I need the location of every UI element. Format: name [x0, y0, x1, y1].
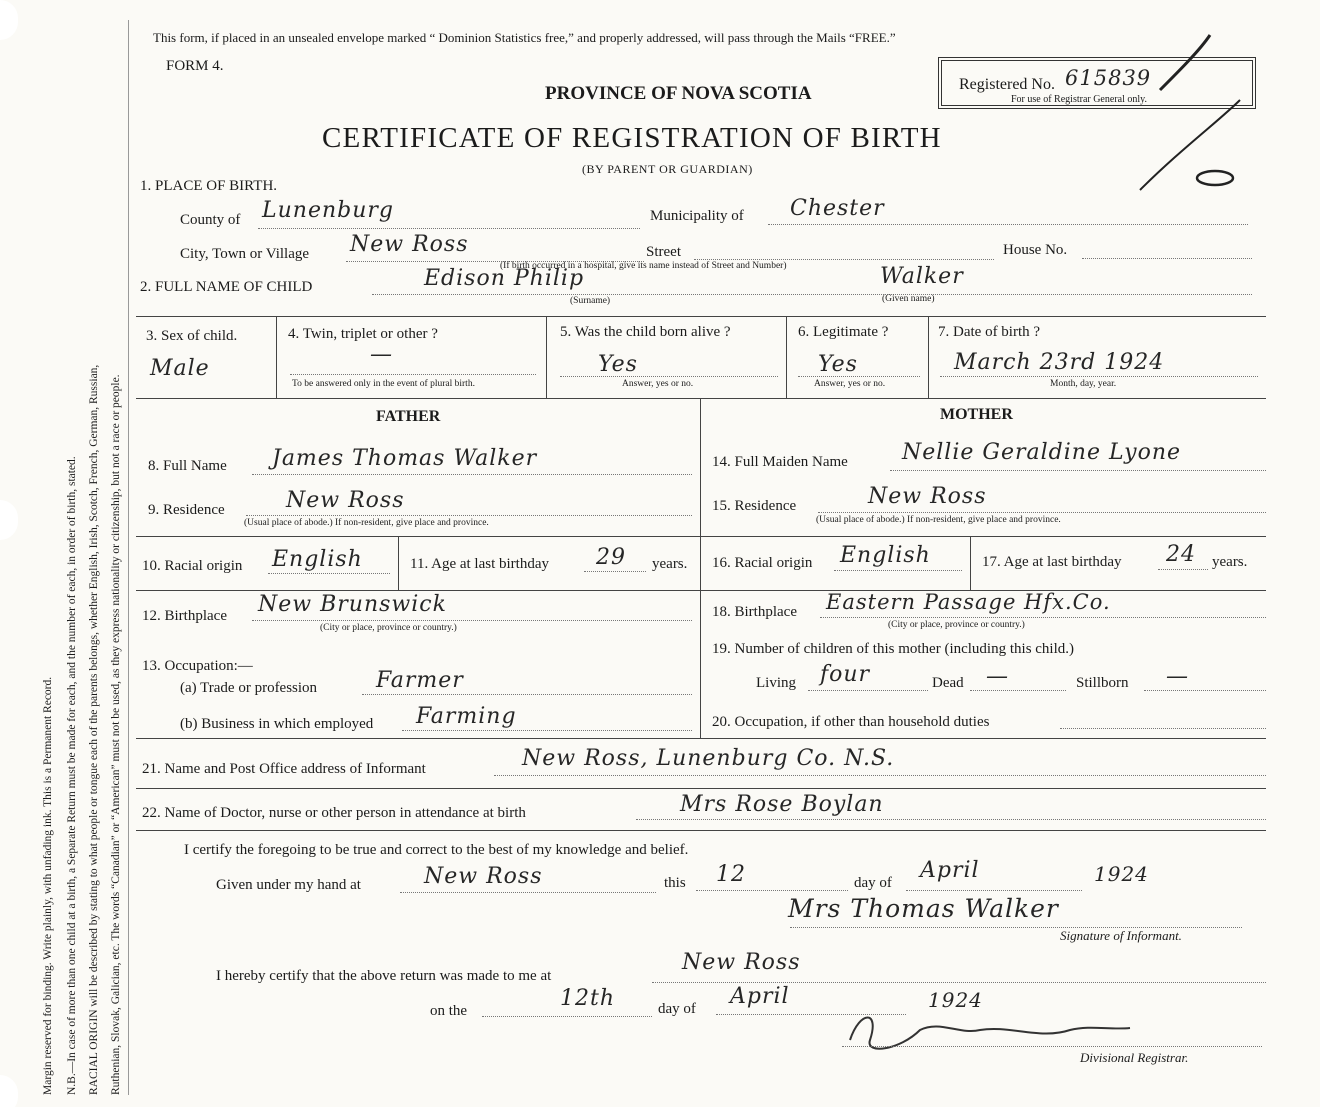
mother-years-label: years. — [1212, 554, 1248, 570]
registrar-month-value: April — [730, 984, 790, 1009]
registrar-check-mark — [1100, 30, 1250, 200]
father-business-label: (b) Business in which employed — [180, 716, 374, 732]
margin-note-racial-2: Ruthenian, Slovak, Galician, etc. The words “Canadian” or “American” must not be used, as they express nationality or citizenship, but not a race or people. — [110, 374, 122, 1095]
margin-note-nb: N.B.—In case of more than one child at a birth, a Separate Return must be made for each, and the number of each, in order of birth, stated. — [66, 456, 78, 1095]
binding-hole — [0, 1075, 18, 1107]
mother-birthplace-note: (City or place, province or country.) — [888, 620, 1025, 630]
father-racial-label: 10. Racial origin — [142, 558, 243, 574]
father-birthplace-note: (City or place, province or country.) — [320, 623, 457, 633]
surname-note: (Surname) — [570, 296, 611, 306]
certify-statement: I certify the foregoing to be true and correct to the best of my knowledge and belief. — [184, 842, 689, 858]
child-name-value: Edison Philip — [424, 266, 585, 291]
children-count-label: 19. Number of children of this mother (including this child.) — [712, 641, 1075, 657]
mother-racial-label: 16. Racial origin — [712, 555, 813, 571]
legitimate-label: 6. Legitimate ? — [798, 324, 889, 340]
father-occupation-label: 13. Occupation:— — [142, 658, 253, 674]
mother-age-label: 17. Age at last birthday — [982, 554, 1122, 570]
mother-racial-value: English — [840, 543, 931, 568]
alive-note: Answer, yes or no. — [622, 379, 694, 389]
twin-note: To be answered only in the event of plural birth. — [292, 379, 475, 389]
given-year-value: 1924 — [1094, 862, 1149, 886]
form-number: FORM 4. — [166, 58, 224, 74]
binding-hole — [0, 500, 18, 540]
certificate-subtitle: (BY PARENT OR GUARDIAN) — [582, 162, 753, 176]
father-residence-value: New Ross — [286, 488, 405, 513]
informant-value: New Ross, Lunenburg Co. N.S. — [522, 746, 895, 771]
father-residence-note: (Usual place of abode.) If non-resident, give place and province. — [244, 518, 489, 528]
legitimate-value: Yes — [818, 352, 858, 377]
mother-name-value: Nellie Geraldine Lyone — [902, 440, 1182, 465]
date-of-birth-label: 7. Date of birth ? — [938, 324, 1041, 340]
registrar-day-of-label: day of — [658, 1001, 696, 1017]
county-label: County of — [180, 212, 241, 228]
mother-birthplace-value: Eastern Passage Hfx.Co. — [826, 590, 1111, 614]
given-name-note: (Given name) — [882, 294, 935, 304]
municipality-value: Chester — [790, 196, 885, 221]
on-the-label: on the — [430, 1003, 468, 1019]
father-racial-value: English — [272, 547, 363, 572]
living-label: Living — [756, 675, 796, 691]
given-place-value: New Ross — [424, 864, 543, 889]
legitimate-note: Answer, yes or no. — [814, 379, 886, 389]
registrar-use-note: For use of Registrar General only. — [1011, 94, 1147, 105]
hospital-note: (If birth occurred in a hospital, give its name instead of Street and Number) — [500, 261, 787, 271]
date-of-birth-note: Month, day, year. — [1050, 379, 1117, 389]
margin-note-racial: RACIAL ORIGIN will be described by stating to what people or tongue each of the parents belongs, whether English, Irish, Scotch, French, German, Russian, — [88, 364, 100, 1095]
stillborn-value: — — [1166, 664, 1189, 689]
this-label: this — [664, 875, 686, 891]
father-trade-value: Farmer — [376, 668, 464, 693]
sex-value: Male — [150, 356, 210, 381]
father-residence-label: 9. Residence — [148, 502, 225, 518]
mother-residence-note: (Usual place of abode.) If non-resident, give place and province. — [816, 515, 1061, 525]
father-birthplace-label: 12. Birthplace — [142, 608, 227, 624]
given-month-value: April — [920, 858, 980, 883]
informant-signature-label: Signature of Informant. — [1060, 928, 1182, 943]
living-value: four — [820, 662, 871, 687]
municipality-label: Municipality of — [650, 208, 744, 224]
stillborn-label: Stillborn — [1076, 675, 1129, 691]
margin-rule — [128, 20, 129, 1095]
certificate-title: CERTIFICATE OF REGISTRATION OF BIRTH — [322, 122, 942, 154]
alive-label: 5. Was the child born alive ? — [560, 324, 731, 340]
doctor-label: 22. Name of Doctor, nurse or other person in attendance at birth — [142, 805, 526, 821]
father-heading: FATHER — [376, 408, 441, 425]
alive-value: Yes — [598, 352, 638, 377]
registrar-year-value: 1924 — [928, 988, 983, 1012]
father-business-value: Farming — [416, 704, 517, 729]
date-of-birth-value: March 23rd 1924 — [954, 350, 1165, 375]
mother-heading: MOTHER — [940, 406, 1013, 423]
father-age-value: 29 — [596, 545, 626, 570]
father-name-value: James Thomas Walker — [272, 446, 538, 471]
father-years-label: years. — [652, 556, 688, 572]
father-trade-label: (a) Trade or profession — [180, 680, 318, 696]
street-label: Street — [646, 244, 681, 260]
dead-label: Dead — [932, 675, 964, 691]
day-of-label: day of — [854, 875, 892, 891]
father-age-label: 11. Age at last birthday — [410, 556, 549, 572]
city-value: New Ross — [350, 232, 469, 257]
registrar-signature-label: Divisional Registrar. — [1080, 1050, 1189, 1065]
father-birthplace-value: New Brunswick — [258, 592, 447, 617]
mother-residence-label: 15. Residence — [712, 498, 797, 514]
father-name-label: 8. Full Name — [148, 458, 227, 474]
child-surname-value: Walker — [880, 264, 964, 289]
county-value: Lunenburg — [262, 198, 394, 223]
margin-note-binding: Margin reserved for binding. Write plainly, with unfading ink. This is a Permanent Record. — [42, 676, 54, 1095]
mother-occupation-label: 20. Occupation, if other than household duties — [712, 714, 990, 730]
twin-label: 4. Twin, triplet or other ? — [288, 326, 438, 342]
registrar-place-value: New Ross — [682, 950, 801, 975]
child-name-label: 2. FULL NAME OF CHILD — [140, 279, 313, 295]
registrar-statement: I hereby certify that the above return was made to me at — [216, 968, 552, 984]
binding-hole — [0, 0, 18, 40]
province-heading: PROVINCE OF NOVA SCOTIA — [545, 83, 812, 104]
registrar-day-value: 12th — [560, 986, 616, 1011]
given-under-hand-label: Given under my hand at — [216, 877, 361, 893]
mother-birthplace-label: 18. Birthplace — [712, 604, 797, 620]
mother-name-label: 14. Full Maiden Name — [712, 454, 848, 470]
dead-value: — — [986, 664, 1009, 689]
informant-label: 21. Name and Post Office address of Informant — [142, 761, 426, 777]
twin-value: — — [370, 342, 393, 367]
city-label: City, Town or Village — [180, 246, 310, 262]
mother-age-value: 24 — [1166, 542, 1196, 567]
house-number-label: House No. — [1003, 242, 1068, 258]
mother-residence-value: New Ross — [868, 484, 987, 509]
sex-label: 3. Sex of child. — [146, 328, 238, 344]
registered-number: 615839 — [1065, 66, 1152, 90]
given-day-value: 12 — [716, 862, 746, 887]
doctor-value: Mrs Rose Boylan — [680, 792, 884, 817]
postage-notice: This form, if placed in an unsealed envelope marked “ Dominion Statistics free,” and properly addressed, will pass through the Mails “FREE.” — [153, 30, 896, 45]
place-of-birth-label: 1. PLACE OF BIRTH. — [140, 178, 278, 194]
registered-label: Registered No. — [959, 76, 1055, 93]
informant-signature: Mrs Thomas Walker — [788, 894, 1059, 923]
